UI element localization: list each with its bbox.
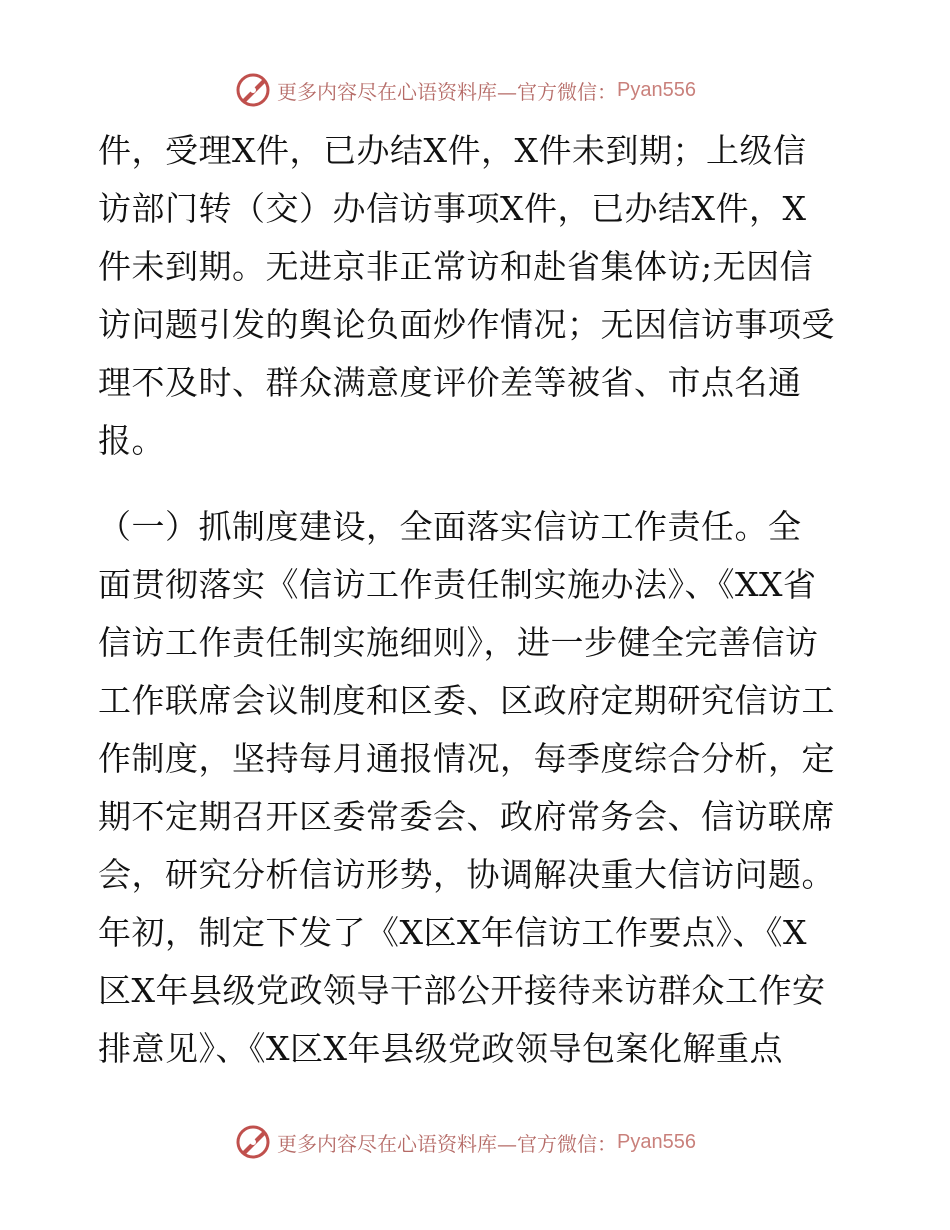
document-body: [98, 122, 858, 1078]
text-line: 信访工作责任制实施细则》，进一步健全完善信访: [98, 623, 819, 662]
text-line: 面贯彻落实《信访工作责任制实施办法》、《XX省: [98, 565, 817, 604]
text-line: （一）抓制度建设，全面落实信访工作责任。全: [98, 507, 802, 546]
text-line: 排意见》、《X区X年县级党政领导包案化解重点: [98, 1029, 783, 1068]
text-line: 会，研究分析信访形势，协调解决重大信访问题。: [98, 855, 835, 894]
watermark-wechat-id: Pyan556: [617, 78, 696, 101]
text-line: 区X年县级党政领导干部公开接待来访群众工作安: [98, 971, 826, 1010]
text-line: 报。: [98, 421, 165, 460]
text-line: 件，受理X件，已办结X件，X件未到期；上级信: [98, 131, 807, 170]
paragraph-2: [98, 498, 858, 1078]
text-line: 年初，制定下发了《X区X年信访工作要点》、《X: [98, 913, 807, 952]
text-line: 期不定期召开区委常委会、政府常务会、信访联席: [98, 797, 835, 836]
text-line: 访部门转（交）办信访事项X件，已办结X件，X: [98, 189, 807, 228]
paragraph-1: [98, 122, 858, 470]
footer-watermark: [233, 1122, 696, 1162]
text-line: 件未到期。无进京非正常访和赴省集体访;无因信: [98, 247, 814, 286]
text-line: 理不及时、群众满意度评价差等被省、市点名通: [98, 363, 802, 402]
header-watermark: [233, 70, 696, 110]
red-quill-logo-icon: [233, 70, 273, 110]
watermark-text: 更多内容尽在心语资料库—官方微信：: [277, 79, 617, 104]
watermark-wechat-id: Pyan556: [617, 1130, 696, 1153]
red-quill-logo-icon: [233, 1122, 273, 1162]
text-line: 作制度，坚持每月通报情况，每季度综合分析，定: [98, 739, 835, 778]
text-line: 工作联席会议制度和区委、区政府定期研究信访工: [98, 681, 835, 720]
text-line: 访问题引发的舆论负面炒作情况；无因信访事项受: [98, 305, 835, 344]
watermark-text: 更多内容尽在心语资料库—官方微信：: [277, 1131, 617, 1156]
